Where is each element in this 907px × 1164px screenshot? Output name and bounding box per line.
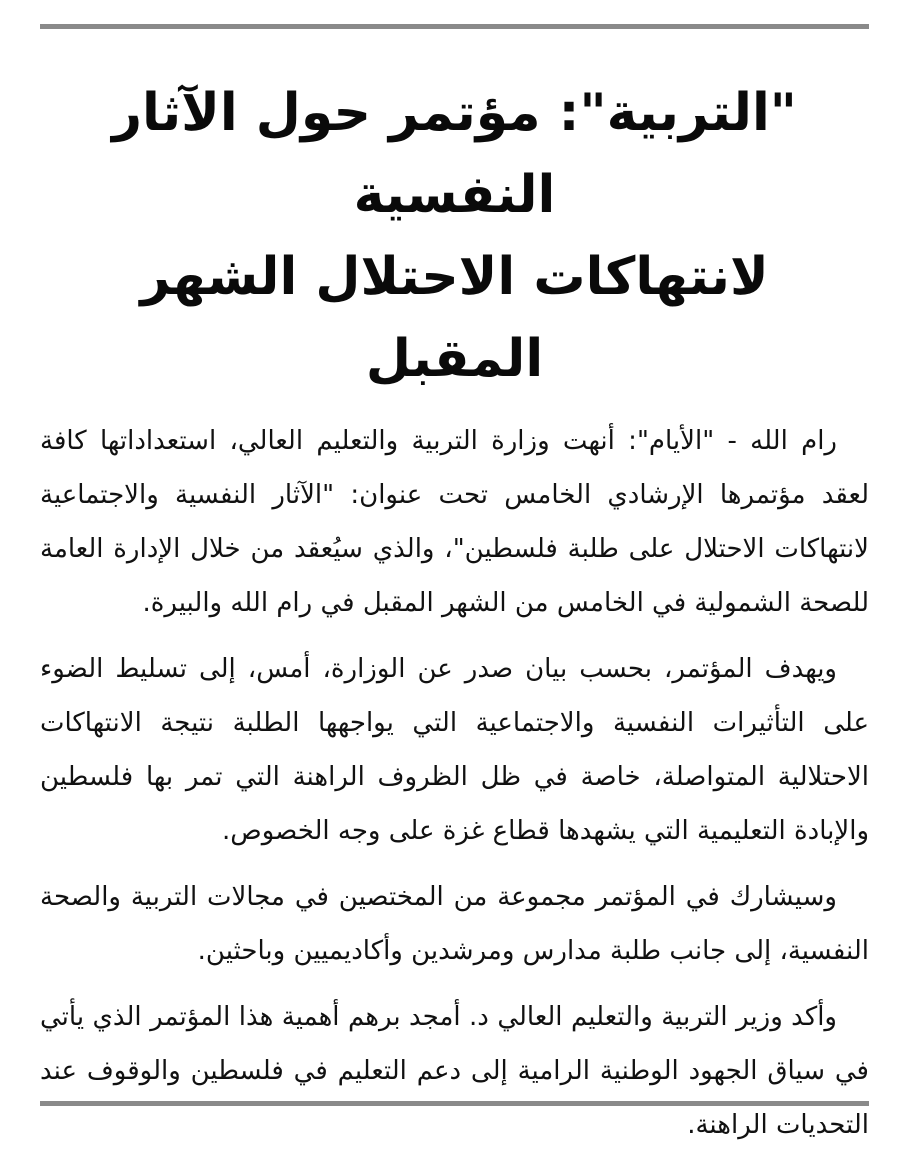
- article-paragraph-4: وأكد وزير التربية والتعليم العالي د. أمجد برهم أهمية هذا المؤتمر الذي يأتي في سياق الجهود الوطنية الرامية إلى دعم التعليم في فلسطين والوقوف عند التحديات الراهنة.: [40, 1002, 869, 1140]
- article-body: [40, 414, 869, 1152]
- headline: [40, 72, 869, 400]
- clipped-previous-article-text: [40, 0, 870, 8]
- headline-line-2: لانتهاكات الاحتلال الشهر المقبل: [140, 247, 769, 389]
- news-article: [40, 72, 869, 1164]
- article-paragraph-3: وسيشارك في المؤتمر مجموعة من المختصين في مجالات التربية والصحة النفسية، إلى جانب طلبة مدارس ومرشدين وأكاديميين وباحثين.: [40, 882, 869, 966]
- bottom-divider: [40, 1101, 869, 1106]
- top-divider: [40, 24, 869, 29]
- article-paragraph-2: ويهدف المؤتمر، بحسب بيان صدر عن الوزارة، أمس، إلى تسليط الضوء على التأثيرات النفسية والاجتماعية التي يواجهها الطلبة نتيجة الانتهاكات الاحتلالية المتواصلة، خاصة في ظل الظروف الراهنة التي تمر بها فلسطين والإبادة التعليمية التي يشهدها قطاع غزة على وجه الخصوص.: [40, 654, 869, 846]
- article-paragraph-1: رام الله - "الأيام": أنهت وزارة التربية والتعليم العالي، استعداداتها كافة لعقد مؤتمرها الإرشادي الخامس تحت عنوان: "الآثار النفسية والاجتماعية لانتهاكات الاحتلال على طلبة فلسطين"، والذي سيُعقد من خلال الإدارة العامة للصحة الشمولية في الخامس من الشهر المقبل في رام الله والبيرة.: [40, 426, 869, 618]
- headline-line-1: "التربية": مؤتمر حول الآثار النفسية: [112, 83, 797, 225]
